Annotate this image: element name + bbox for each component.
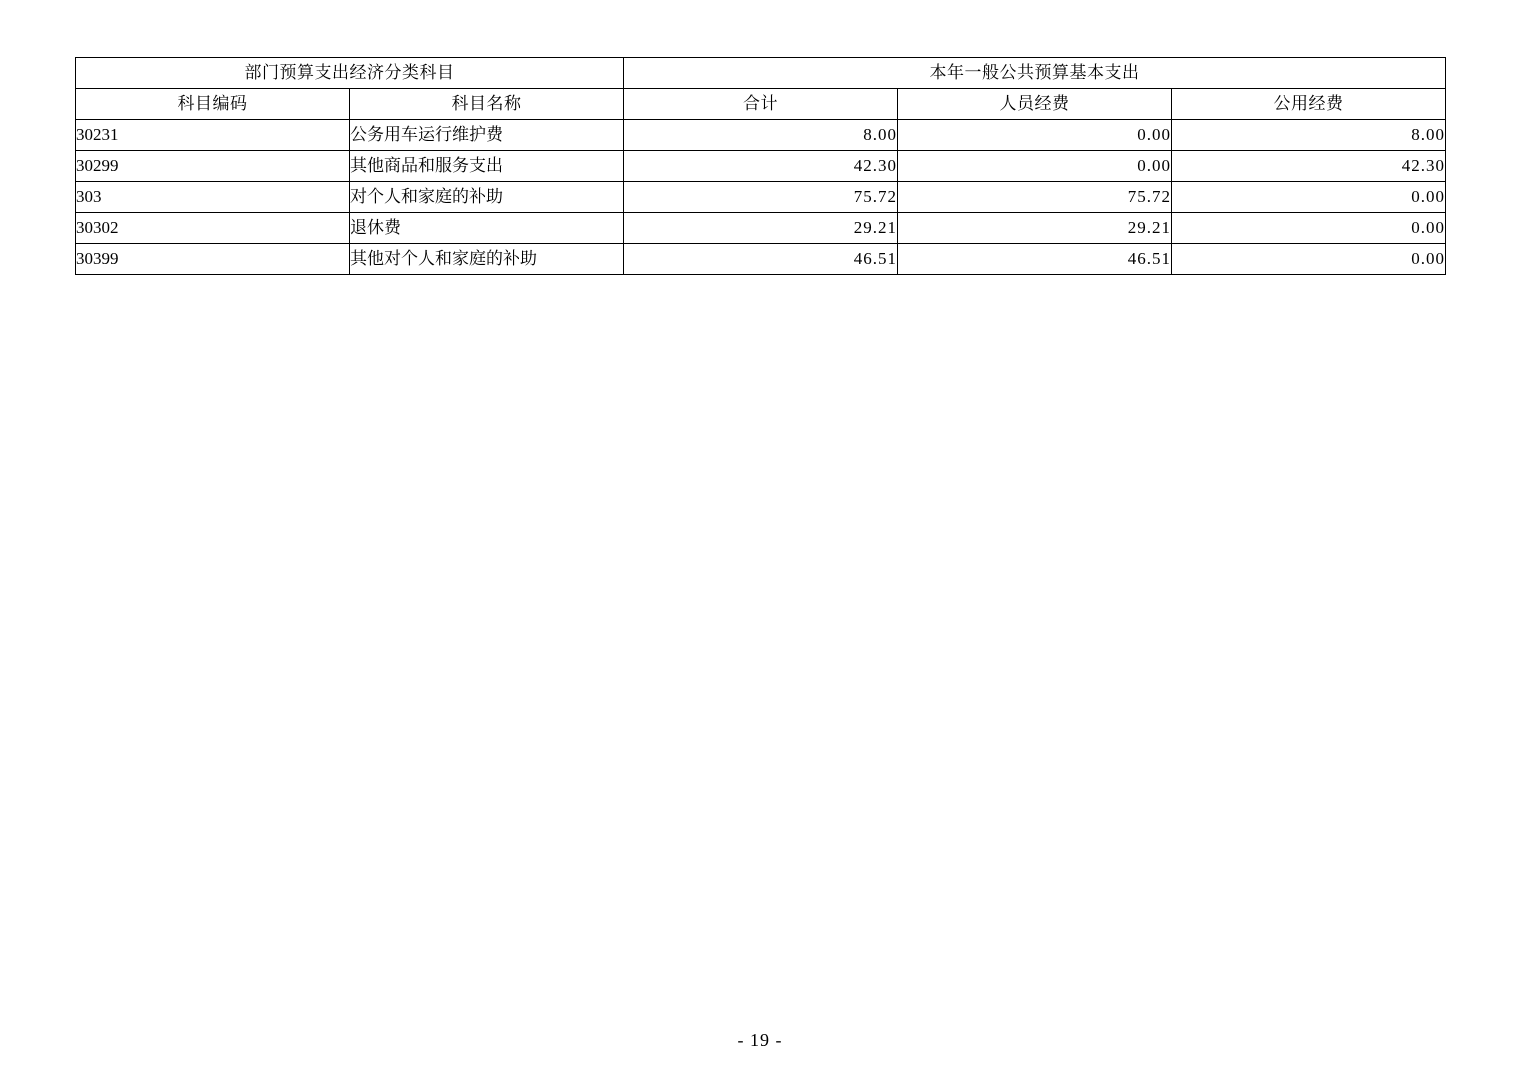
group-header-subject: 部门预算支出经济分类科目	[76, 58, 624, 89]
page-number: - 19 -	[737, 1030, 783, 1050]
cell-public: 42.30	[1172, 151, 1446, 182]
cell-name: 其他商品和服务支出	[350, 151, 624, 182]
cell-name: 其他对个人和家庭的补助	[350, 244, 624, 275]
cell-public: 0.00	[1172, 244, 1446, 275]
cell-total: 75.72	[624, 182, 898, 213]
column-header-personnel: 人员经费	[898, 89, 1172, 120]
table-row	[76, 120, 1446, 151]
cell-personnel: 0.00	[898, 151, 1172, 182]
column-header-total: 合计	[624, 89, 898, 120]
cell-total: 42.30	[624, 151, 898, 182]
cell-code: 30302	[76, 213, 350, 244]
cell-total: 8.00	[624, 120, 898, 151]
cell-code: 303	[76, 182, 350, 213]
cell-personnel: 29.21	[898, 213, 1172, 244]
cell-public: 8.00	[1172, 120, 1446, 151]
table-body	[76, 120, 1446, 275]
cell-code: 30399	[76, 244, 350, 275]
column-header-code: 科目编码	[76, 89, 350, 120]
cell-name: 公务用车运行维护费	[350, 120, 624, 151]
table-row	[76, 151, 1446, 182]
table-row	[76, 244, 1446, 275]
cell-total: 46.51	[624, 244, 898, 275]
cell-public: 0.00	[1172, 182, 1446, 213]
cell-public: 0.00	[1172, 213, 1446, 244]
cell-name: 对个人和家庭的补助	[350, 182, 624, 213]
table-group-header-row	[76, 58, 1446, 89]
cell-code: 30231	[76, 120, 350, 151]
table-header	[76, 58, 1446, 120]
table-row	[76, 213, 1446, 244]
column-header-name: 科目名称	[350, 89, 624, 120]
cell-name: 退休费	[350, 213, 624, 244]
cell-personnel: 75.72	[898, 182, 1172, 213]
budget-expenditure-table	[75, 57, 1446, 275]
cell-personnel: 46.51	[898, 244, 1172, 275]
table-row	[76, 182, 1446, 213]
cell-code: 30299	[76, 151, 350, 182]
cell-personnel: 0.00	[898, 120, 1172, 151]
column-header-public: 公用经费	[1172, 89, 1446, 120]
table-column-header-row	[76, 89, 1446, 120]
cell-total: 29.21	[624, 213, 898, 244]
group-header-basic-expenditure: 本年一般公共预算基本支出	[624, 58, 1446, 89]
